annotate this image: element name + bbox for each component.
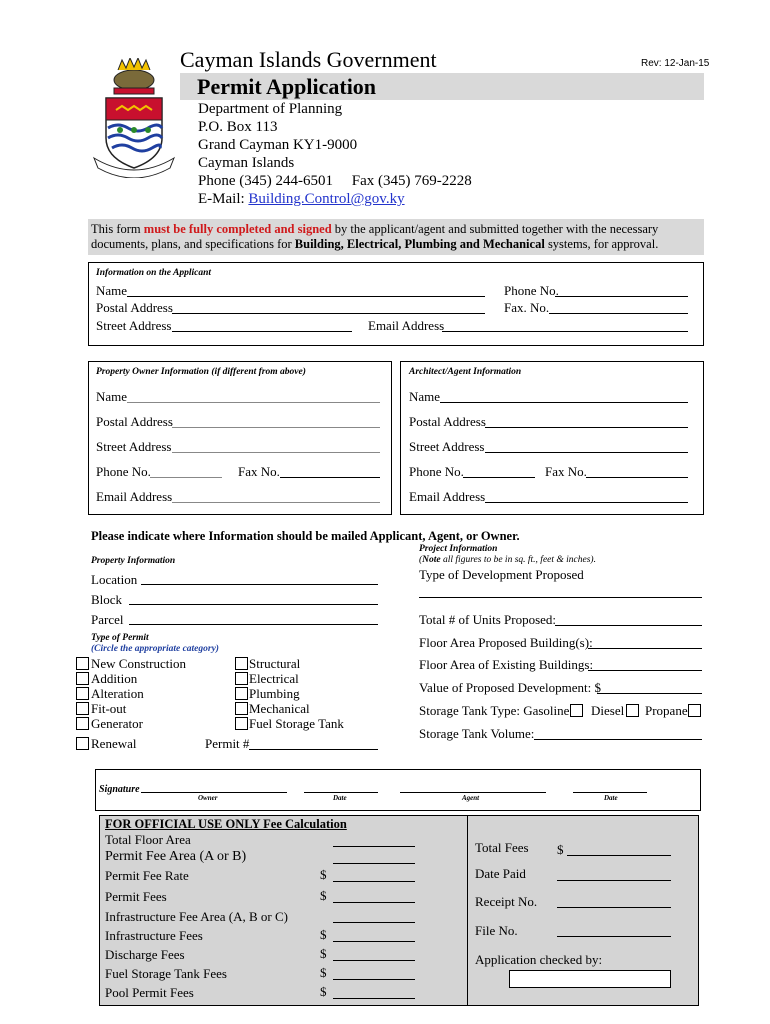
government-name: Cayman Islands Government [180, 47, 437, 72]
date-paid-label: Date Paid [475, 866, 526, 881]
mail-note: Please indicate where Information should be mailed Applicant, Agent, or Owner. [91, 529, 520, 543]
revision-date: Rev: 12-Jan-15 [641, 58, 710, 69]
permit-type-note: (Circle the appropriate category) [91, 644, 219, 654]
renewal-checkbox[interactable] [76, 737, 89, 750]
department-address [198, 100, 472, 208]
parcel-field[interactable] [129, 624, 378, 625]
dollar-sign: $ [320, 984, 327, 999]
mechanical-label: Mechanical [249, 701, 310, 716]
plumbing-checkbox[interactable] [235, 687, 248, 700]
permit-fee-rate-label: Permit Fee Rate [105, 868, 189, 883]
permit-fee-area-label: Permit Fee Area (A or B) [105, 849, 247, 864]
owner-street-field[interactable] [172, 452, 380, 453]
owner-caption: Owner [198, 794, 218, 802]
tank-volume-field[interactable] [534, 739, 702, 740]
page-title: Permit Application [197, 74, 377, 99]
alteration-checkbox[interactable] [76, 687, 89, 700]
dollar-sign: $ [320, 867, 327, 882]
structural-checkbox[interactable] [235, 657, 248, 670]
total-floor-area-field[interactable] [333, 846, 415, 847]
owner-name-label: Name [96, 389, 128, 404]
floor-proposed-field[interactable] [588, 648, 702, 649]
agent-fax-label: Fax No. [545, 464, 587, 479]
propane-label: Propane [645, 703, 688, 718]
owner-heading: Property Owner Information (if different from above) [96, 367, 306, 377]
date-paid-field[interactable] [557, 880, 671, 881]
dollar-sign: $ [320, 888, 327, 903]
agent-name-label: Name [409, 389, 441, 404]
plumbing-label: Plumbing [249, 686, 300, 701]
addition-checkbox[interactable] [76, 672, 89, 685]
signature-section [95, 769, 701, 811]
total-floor-area-label: Total Floor Area [105, 832, 191, 847]
applicant-postal-field[interactable] [172, 313, 485, 314]
location-label: Location [91, 572, 138, 587]
structural-label: Structural [249, 656, 301, 671]
agent-name-field[interactable] [440, 402, 688, 403]
checked-by-field[interactable] [509, 970, 671, 988]
new-construction-label: New Construction [91, 656, 186, 671]
agent-email-label: Email Address [409, 489, 486, 504]
date-caption-2: Date [604, 794, 618, 802]
block-field[interactable] [129, 604, 378, 605]
owner-phone-field[interactable] [150, 477, 222, 478]
owner-date-field[interactable] [304, 792, 378, 793]
mechanical-checkbox[interactable] [235, 702, 248, 715]
permit-fee-area-field[interactable] [333, 863, 415, 864]
agent-phone-field[interactable] [463, 477, 535, 478]
intro-part2: by the applicant/agent and submitted together with the necessary documents, plans, and specifications for [91, 222, 659, 251]
diesel-label: Diesel [591, 703, 625, 718]
generator-label: Generator [91, 716, 143, 731]
receipt-field[interactable] [557, 907, 671, 908]
owner-street-label: Street Address [96, 439, 172, 454]
gasoline-checkbox[interactable] [570, 704, 583, 717]
project-note [419, 555, 596, 565]
infrastructure-fee-area-field[interactable] [333, 922, 415, 923]
email-link[interactable]: Building.Control@gov.ky [248, 191, 405, 207]
fax-number: Fax (345) 769-2228 [351, 173, 472, 189]
value-label: Value of Proposed Development: $ [419, 680, 601, 695]
fuel-storage-tank-checkbox[interactable] [235, 717, 248, 730]
note-bold: Note [422, 555, 441, 565]
dollar-sign: $ [320, 946, 327, 961]
agent-street-label: Street Address [409, 439, 485, 454]
agent-fax-field[interactable] [586, 477, 688, 478]
infrastructure-fee-area-label: Infrastructure Fee Area (A, B or C) [105, 909, 289, 924]
note-open: ( [419, 555, 423, 565]
fit-out-label: Fit-out [91, 701, 127, 716]
applicant-postal-label: Postal Address [96, 300, 173, 315]
signature-label: Signature [99, 784, 140, 795]
pool-permit-fees-label: Pool Permit Fees [105, 985, 194, 1000]
agent-postal-label: Postal Address [409, 414, 486, 429]
diesel-checkbox[interactable] [626, 704, 639, 717]
electrical-checkbox[interactable] [235, 672, 248, 685]
owner-postal-label: Postal Address [96, 414, 173, 429]
checked-by-label: Application checked by: [475, 952, 603, 967]
tank-type-label: Storage Tank Type: Gasoline [419, 703, 570, 718]
discharge-fees-field[interactable] [333, 960, 415, 961]
agent-heading: Architect/Agent Information [409, 367, 522, 377]
permit-type-heading: Type of Permit [91, 633, 149, 643]
applicant-email-label: Email Address [368, 318, 445, 333]
agent-postal-field[interactable] [485, 427, 688, 428]
permit-number-field[interactable] [249, 749, 378, 750]
phone-number: Phone (345) 244-6501 [198, 173, 333, 189]
permit-number-label: Permit # [205, 736, 250, 751]
agent-signature-field[interactable] [400, 792, 546, 793]
type-development-label: Type of Development Proposed [419, 567, 584, 582]
floor-existing-field[interactable] [588, 670, 702, 671]
permit-fees-field[interactable] [333, 902, 415, 903]
applicant-fax-label: Fax. No. [504, 300, 550, 315]
applicant-phone-label: Phone No. [504, 283, 559, 298]
owner-phone-label: Phone No. [96, 464, 151, 479]
applicant-heading: Information on the Applicant [96, 268, 211, 278]
address-line: Grand Cayman KY1-9000 [198, 137, 358, 153]
owner-email-label: Email Address [96, 489, 173, 504]
applicant-street-label: Street Address [96, 318, 172, 333]
total-fees-field[interactable] [567, 855, 671, 856]
floor-proposed-label: Floor Area Proposed Building(s): [419, 635, 593, 650]
total-fees-label: Total Fees [475, 840, 529, 855]
property-heading: Property Information [91, 556, 176, 566]
coat-of-arms-logo [88, 58, 180, 178]
propane-checkbox[interactable] [688, 704, 701, 717]
intro-systems: Building, Electrical, Plumbing and Mechanical [294, 237, 545, 251]
agent-email-field[interactable] [485, 502, 688, 503]
owner-email-field[interactable] [172, 502, 380, 503]
permit-fees-label: Permit Fees [105, 889, 167, 904]
fit-out-checkbox[interactable] [76, 702, 89, 715]
floor-existing-label: Floor Area of Existing Buildings: [419, 657, 594, 672]
official-divider [467, 815, 468, 1005]
generator-checkbox[interactable] [76, 717, 89, 730]
addition-label: Addition [91, 671, 138, 686]
agent-caption: Agent [462, 794, 480, 802]
applicant-email-field[interactable] [442, 331, 688, 332]
applicant-phone-field[interactable] [555, 296, 688, 297]
applicant-name-label: Name [96, 283, 128, 298]
contact-line [198, 172, 472, 190]
tank-volume-label: Storage Tank Volume: [419, 726, 535, 741]
file-no-field[interactable] [557, 936, 671, 937]
alteration-label: Alteration [91, 686, 144, 701]
electrical-label: Electrical [249, 671, 299, 686]
discharge-fees-label: Discharge Fees [105, 947, 185, 962]
receipt-label: Receipt No. [475, 894, 538, 909]
dollar-sign: $ [320, 965, 327, 980]
value-field[interactable] [597, 693, 702, 694]
fuel-storage-fees-label: Fuel Storage Tank Fees [105, 966, 227, 981]
pool-permit-fees-field[interactable] [333, 998, 415, 999]
agent-street-field[interactable] [485, 452, 688, 453]
units-label: Total # of Units Proposed: [419, 612, 557, 627]
date-caption-1: Date [333, 794, 347, 802]
permit-fee-rate-field[interactable] [333, 881, 415, 882]
type-development-field[interactable] [419, 597, 702, 598]
applicant-name-field[interactable] [127, 296, 485, 297]
intro-text [91, 222, 703, 252]
block-label: Block [91, 592, 123, 607]
fuel-storage-fees-field[interactable] [333, 979, 415, 980]
units-field[interactable] [555, 625, 702, 626]
renewal-label: Renewal [91, 736, 137, 751]
owner-name-field[interactable] [127, 402, 380, 403]
dollar-sign: $ [557, 842, 564, 857]
infrastructure-fees-label: Infrastructure Fees [105, 928, 203, 943]
owner-fax-label: Fax No. [238, 464, 280, 479]
agent-date-field[interactable] [573, 792, 647, 793]
address-line: Department of Planning [198, 101, 343, 117]
owner-fax-field[interactable] [280, 477, 380, 478]
owner-signature-field[interactable] [141, 792, 287, 793]
address-line: Cayman Islands [198, 155, 295, 171]
intro-highlight: must be fully completed and signed [143, 222, 332, 236]
file-no-label: File No. [475, 923, 518, 938]
fuel-storage-tank-label: Fuel Storage Tank [249, 716, 344, 731]
parcel-label: Parcel [91, 612, 124, 627]
intro-part3: systems, for approval. [544, 237, 659, 251]
intro-part1: This form [91, 222, 144, 236]
address-line: P.O. Box 113 [198, 119, 278, 135]
applicant-street-field[interactable] [172, 331, 352, 332]
official-heading: FOR OFFICIAL USE ONLY Fee Calculation [105, 817, 347, 831]
note-text: all figures to be in sq. ft., feet & inches). [440, 555, 596, 565]
location-field[interactable] [141, 584, 378, 585]
new-construction-checkbox[interactable] [76, 657, 89, 670]
agent-phone-label: Phone No. [409, 464, 464, 479]
applicant-fax-field[interactable] [549, 313, 688, 314]
email-line [198, 190, 472, 208]
email-label: E-Mail: [198, 191, 245, 207]
infrastructure-fees-field[interactable] [333, 941, 415, 942]
owner-postal-field[interactable] [172, 427, 380, 428]
dollar-sign: $ [320, 927, 327, 942]
project-heading: Project Information [419, 544, 498, 554]
